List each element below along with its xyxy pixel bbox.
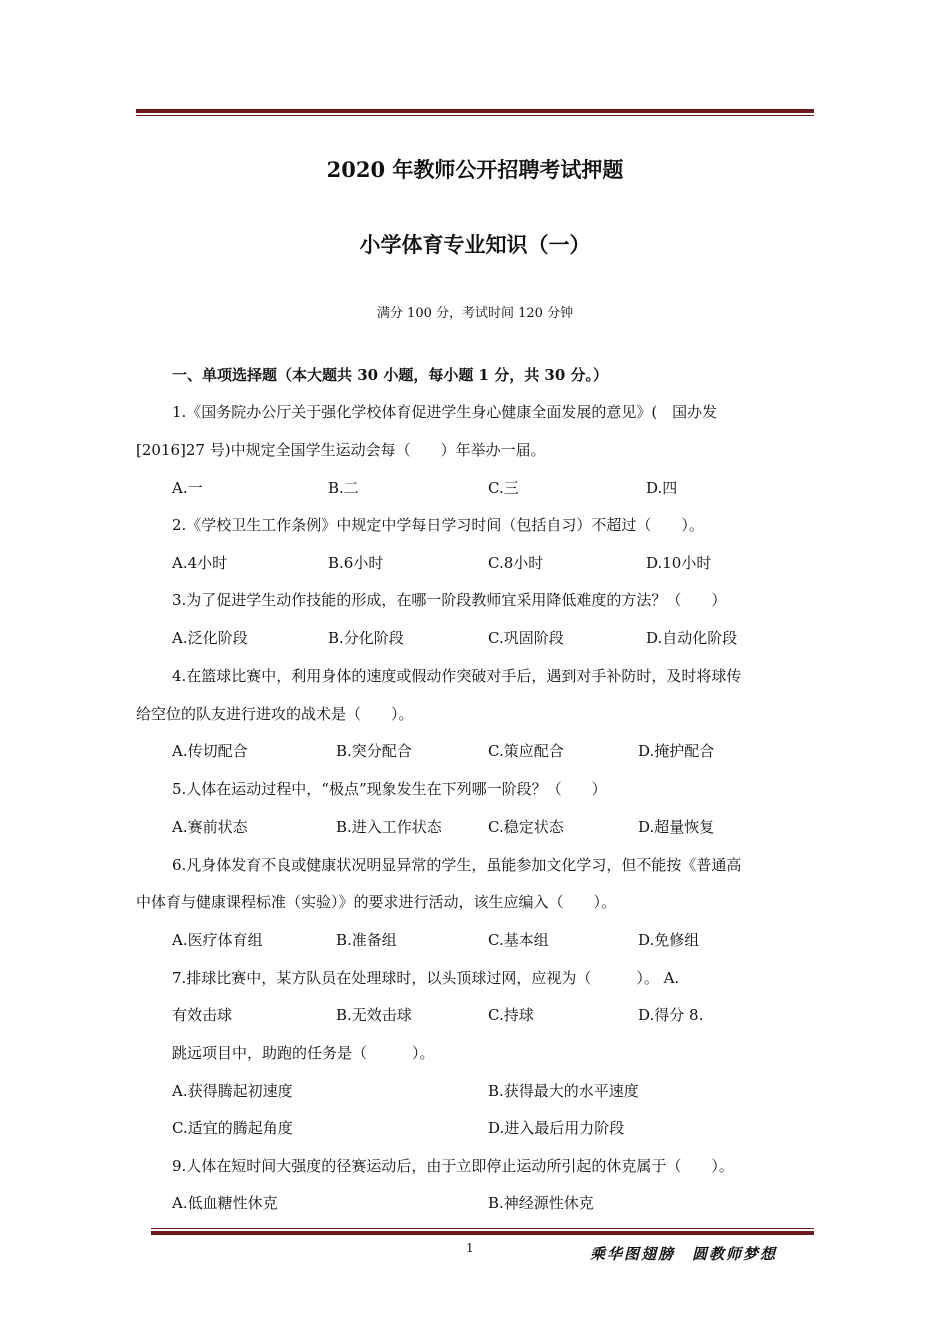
question-line: 1.《国务院办公厅关于强化学校体育促进学生身心健康全面发展的意见》( 国办发 xyxy=(172,403,718,421)
option: D.进入最后用力阶段 xyxy=(488,1119,625,1137)
footer-rule-thick xyxy=(151,1231,814,1235)
option: A.一 xyxy=(172,479,203,497)
question-line: 中体育与健康课程标准（实验）》的要求进行活动，该生应编入（ ）。 xyxy=(136,893,617,911)
option: D.自动化阶段 xyxy=(646,629,738,647)
option: B.准备组 xyxy=(336,931,397,949)
exam-meta: 满分 100 分，考试时间 120 分钟 xyxy=(376,306,574,321)
option: C.基本组 xyxy=(488,931,549,949)
question-line: 7.排球比赛中，某方队员在处理球时，以头顶球过网，应视为（ ）。 A. xyxy=(172,969,680,987)
question-line: 9.人体在短时间大强度的径赛运动后，由于立即停止运动所引起的休克属于（ ）。 xyxy=(172,1157,734,1175)
option: C.8小时 xyxy=(488,554,544,572)
option: C.策应配合 xyxy=(488,742,564,760)
option: C.巩固阶段 xyxy=(488,629,564,647)
option: B.6小时 xyxy=(328,554,384,572)
option: A.获得腾起初速度 xyxy=(172,1082,293,1100)
question-line: 3.为了促进学生动作技能的形成，在哪一阶段教师宜采用降低难度的方法？（ ） xyxy=(172,591,727,609)
option: A.传切配合 xyxy=(172,742,248,760)
option: B.分化阶段 xyxy=(328,629,404,647)
option: A.泛化阶段 xyxy=(172,629,248,647)
page-number: 1 xyxy=(466,1241,474,1255)
option: B.二 xyxy=(328,479,359,497)
question-line: 2.《学校卫生工作条例》中规定中学每日学习时间（包括自习）不超过（ ）。 xyxy=(172,516,704,534)
option: D.掩护配合 xyxy=(638,742,715,760)
option: A.低血糖性休克 xyxy=(172,1194,278,1212)
option: C.三 xyxy=(488,479,519,497)
option: B.无效击球 xyxy=(336,1006,412,1024)
option: B.进入工作状态 xyxy=(336,818,442,836)
question-line: 5.人体在运动过程中，“极点”现象发生在下列哪一阶段？（ ） xyxy=(172,780,607,798)
question-line: 给空位的队友进行进攻的战术是（ ）。 xyxy=(136,705,414,723)
footer-slogan: 乘华图翅膀 圆教师梦想 xyxy=(590,1245,778,1263)
option: C.适宜的腾起角度 xyxy=(172,1119,293,1137)
option: A.4小时 xyxy=(172,554,228,572)
option: D.四 xyxy=(646,479,678,497)
option: A.医疗体育组 xyxy=(172,931,263,949)
option: B.获得最大的水平速度 xyxy=(488,1082,639,1100)
option: 有效击球 xyxy=(172,1006,233,1024)
option: D.得分 8. xyxy=(638,1006,704,1024)
section-heading: 一、单项选择题（本大题共 30 小题，每小题 1 分，共 30 分。） xyxy=(172,366,609,384)
option: D.超量恢复 xyxy=(638,818,715,836)
option: D.免修组 xyxy=(638,931,700,949)
question-line: [2016]27 号)中规定全国学生运动会每（ ）年举办一届。 xyxy=(136,441,546,459)
option: D.10小时 xyxy=(646,554,712,572)
option: B.突分配合 xyxy=(336,742,412,760)
question-line: 6.凡身体发育不良或健康状况明显异常的学生，虽能参加文化学习，但不能按《普通高 xyxy=(172,856,742,874)
question-line: 跳远项目中，助跑的任务是（ ）。 xyxy=(172,1044,435,1062)
page-subtitle: 小学体育专业知识（一） xyxy=(359,232,591,257)
option: C.稳定状态 xyxy=(488,818,564,836)
footer-rule-thin xyxy=(151,1228,814,1229)
option: B.神经源性休克 xyxy=(488,1194,594,1212)
page-title: 2020 年教师公开招聘考试押题 xyxy=(326,157,624,182)
option: A.赛前状态 xyxy=(172,818,248,836)
option: C.持球 xyxy=(488,1006,534,1024)
question-line: 4.在篮球比赛中，利用身体的速度或假动作突破对手后，遇到对手补防时，及时将球传 xyxy=(172,667,742,685)
header-rule-thick xyxy=(136,109,814,113)
header-rule-thin xyxy=(136,115,814,116)
